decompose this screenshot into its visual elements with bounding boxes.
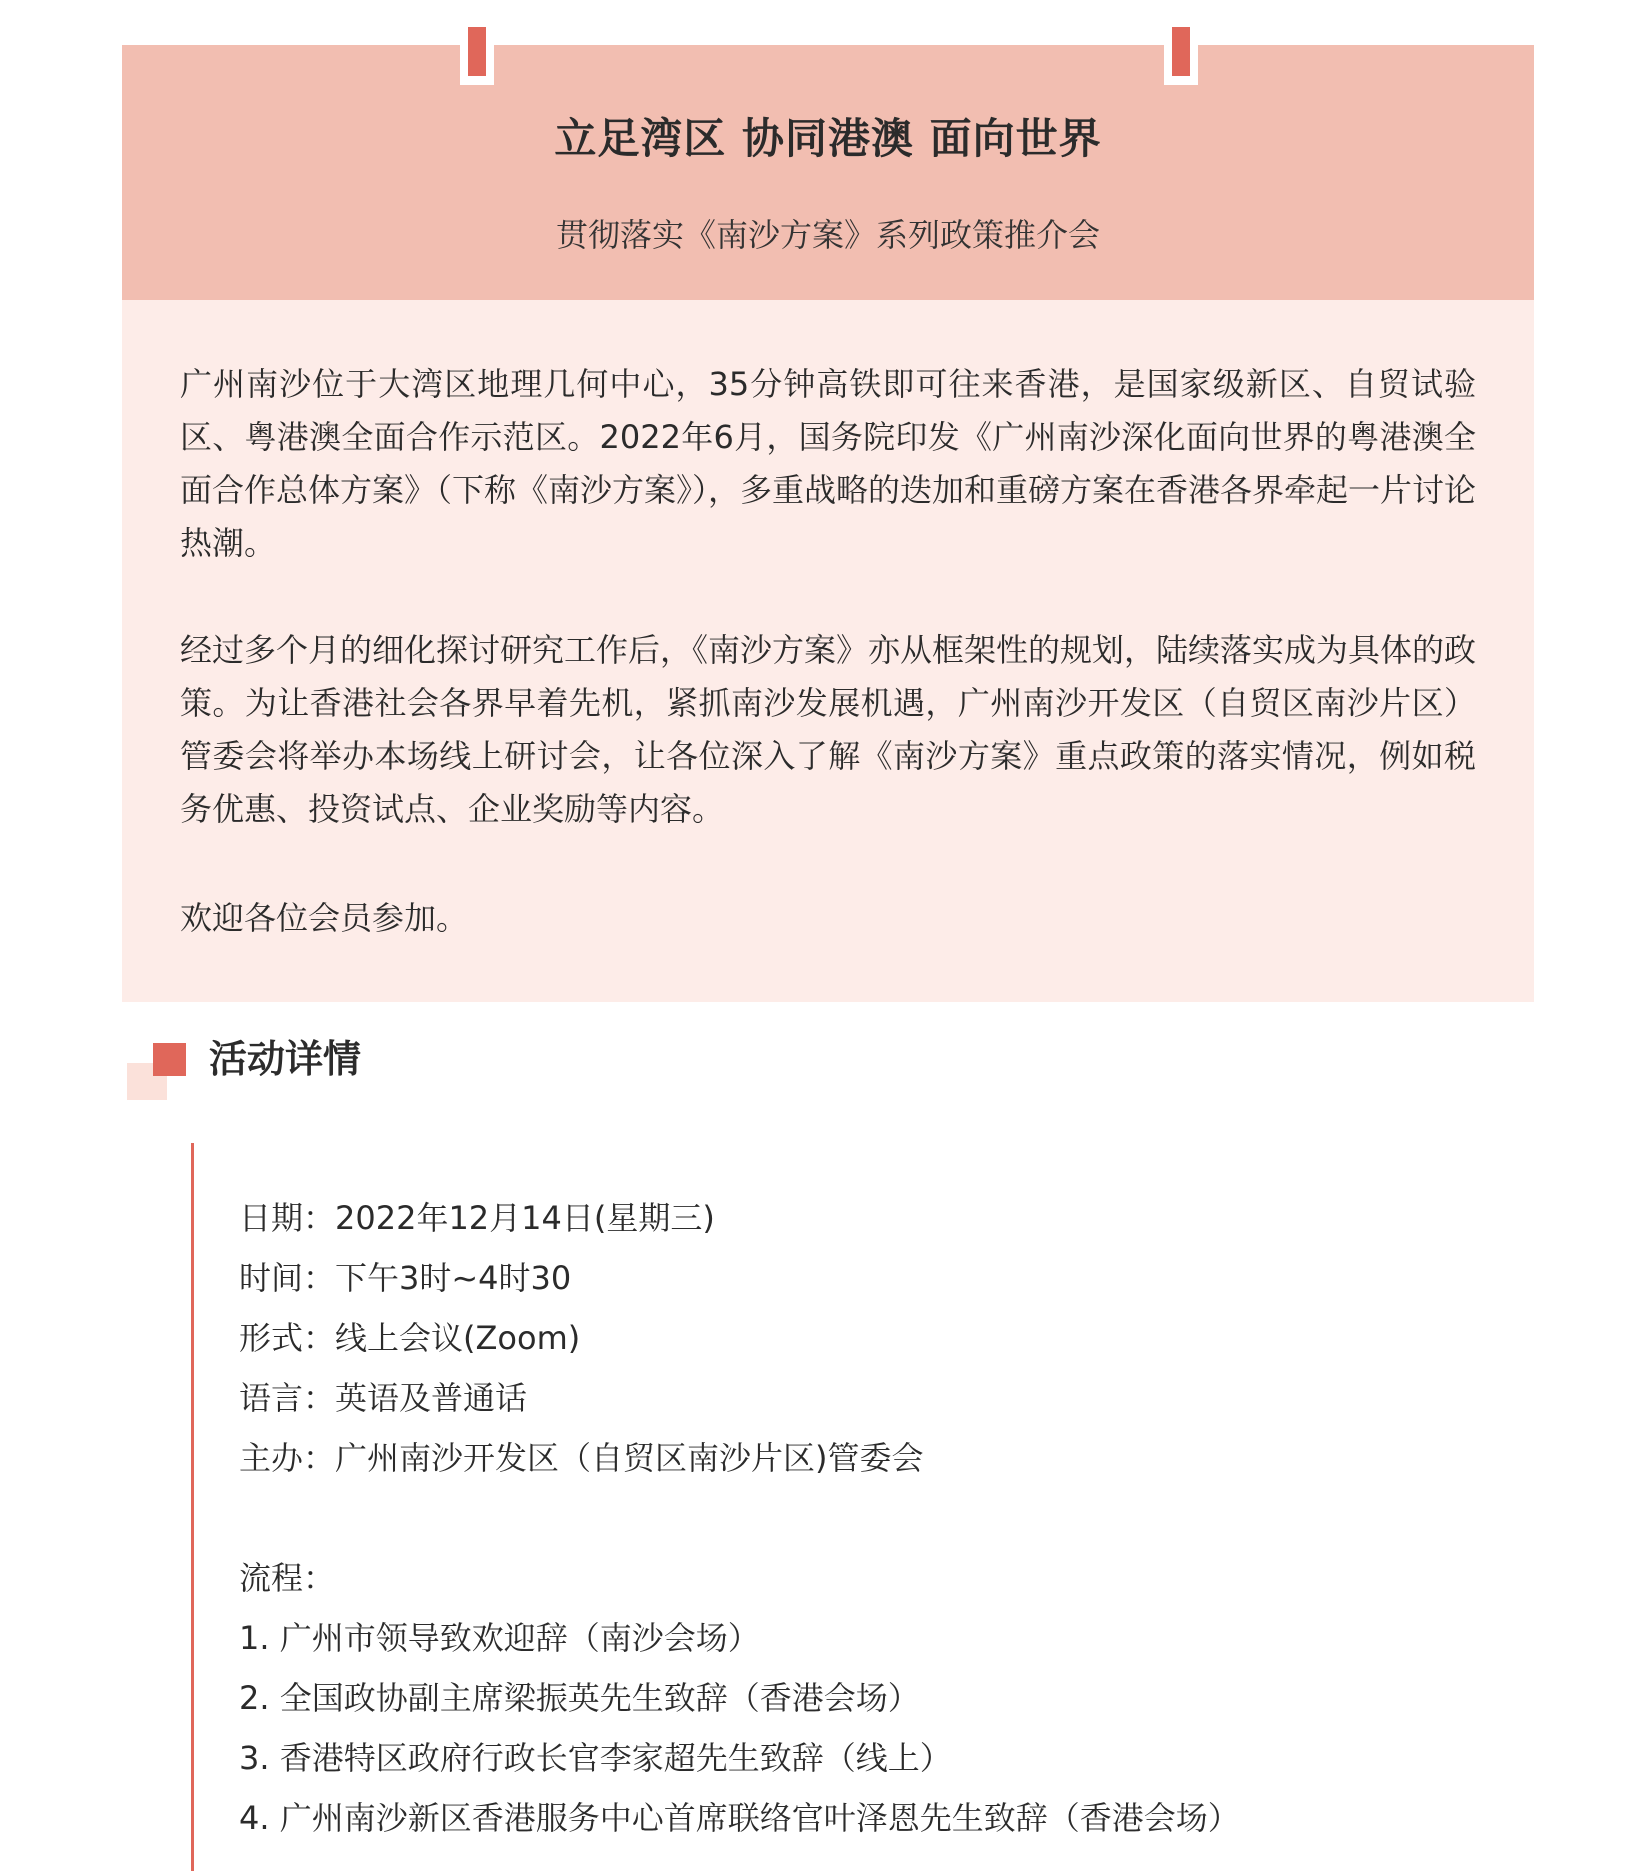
detail-time: 时间：下午3时~4时30 — [239, 1259, 572, 1297]
detail-organizer: 主办：广州南沙开发区（自贸区南沙片区)管委会 — [239, 1439, 924, 1477]
flow-item: 2. 全国政协副主席梁振英先生致辞（香港会场） — [239, 1679, 920, 1717]
header-tab-left — [460, 27, 494, 85]
header-banner — [122, 45, 1534, 300]
section-title: 活动详情 — [209, 1037, 362, 1081]
page-subtitle: 贯彻落实《南沙方案》系列政策推介会 — [555, 216, 1100, 254]
section-marker-square — [153, 1043, 186, 1076]
detail-language: 语言：英语及普通话 — [239, 1379, 528, 1417]
flow-item: 1. 广州市领导致欢迎辞（南沙会场） — [239, 1619, 760, 1657]
flow-item: 4. 广州南沙新区香港服务中心首席联络官叶泽恩先生致辞（香港会场） — [239, 1799, 1240, 1837]
intro-paragraph-1: 广州南沙位于大湾区地理几何中心，35分钟高铁即可往来香港，是国家级新区、自贸试验区、粤港澳全面合作示范区。2022年6月，国务院印发《广州南沙深化面向世界的粤港澳全面合作总体方案》（下称《南沙方案》），多重战略的迭加和重磅方案在香港各界牵起一片讨论热潮。 — [180, 365, 1477, 562]
header-tab-right — [1164, 27, 1198, 85]
intro-paragraph-2: 经过多个月的细化探讨研究工作后，《南沙方案》亦从框架性的规划，陆续落实成为具体的政策。为让香港社会各界早着先机，紧抓南沙发展机遇，广州南沙开发区（自贸区南沙片区）管委会将举办本场线上研讨会，让各位深入了解《南沙方案》重点政策的落实情况，例如税务优惠、投资试点、企业奖励等内容。 — [180, 631, 1477, 828]
detail-format: 形式：线上会议(Zoom) — [239, 1319, 581, 1357]
details-accent-line — [191, 1143, 194, 1871]
detail-flow-label: 流程： — [239, 1559, 336, 1597]
detail-date: 日期：2022年12月14日(星期三) — [239, 1199, 715, 1237]
page-title: 立足湾区 协同港澳 面向世界 — [554, 114, 1102, 163]
flow-item: 3. 香港特区政府行政长官李家超先生致辞（线上） — [239, 1739, 952, 1777]
intro-paragraph-3: 欢迎各位会员参加。 — [180, 899, 469, 937]
